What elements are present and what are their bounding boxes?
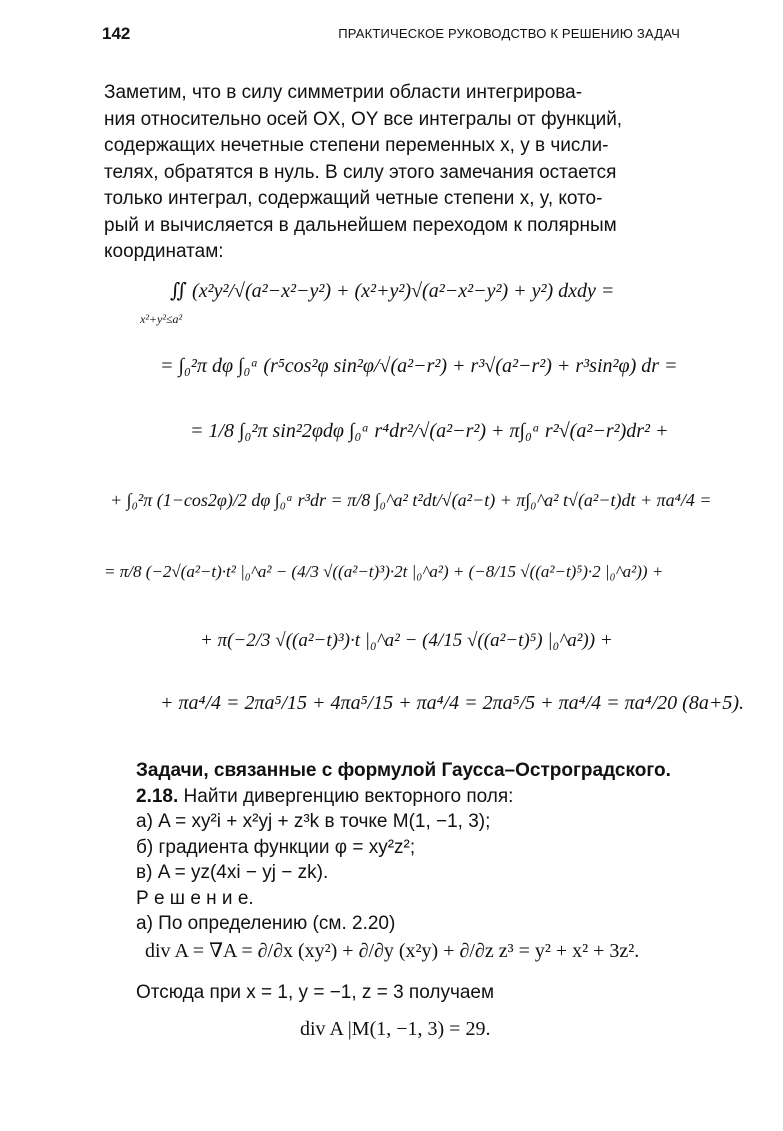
conclusion-text: Отсюда при x = 1, y = −1, z = 3 получаем: [136, 982, 495, 1003]
formula-line-4-text: + ∫₀²π (1−cos2φ)/2 dφ ∫₀ᵃ r³dr = π/8 ∫₀^a² t²dt/√(a²−t) + π∫₀^a² t√(a²−t)dt + πa⁴/4 =: [110, 490, 712, 510]
intro-line-2: ния относительно осей OX, OY все интегралы от функций,: [104, 108, 623, 130]
formula-line-1-region: [140, 312, 182, 327]
intro-paragraph: [104, 80, 680, 266]
problem-statement: [136, 784, 684, 810]
problem-number: 2.18.: [136, 785, 179, 807]
section-title: Задачи, связанные с формулой Гаусса–Остроградского.: [136, 760, 671, 781]
formula-line-5: [104, 562, 663, 582]
formula-line-4: [110, 490, 712, 511]
intro-line-1: Заметим, что в силу симметрии области интегрирова-: [104, 82, 583, 103]
intro-line-4: телях, обратятся в нуль. В силу этого замечания остается: [104, 161, 617, 183]
intro-line-6: рый и вычисляется в дальнейшем переходом к полярным: [104, 214, 617, 236]
formula-line-6-text: + π(−2/3 √((a²−t)³)·t |₀^a² − (4/15 √((a²−t)⁵) |₀^a²)) +: [200, 630, 613, 651]
integration-region: x²+y²≤a²: [140, 312, 183, 326]
divergence-formula-text: div A = ∇A = ∂/∂x (xy²) + ∂/∂y (x²y) + ∂/∂z z³ = y² + x² + 3z².: [145, 940, 640, 962]
formula-line-7-text: + πa⁴/4 = 2πa⁵/15 + 4πa⁵/15 + πa⁴/4 = 2πa⁵/5 + πa⁴/4 = πa⁴/20 (8a+5).: [160, 692, 744, 714]
gauss-ostrogradsky-section: [136, 758, 684, 937]
divergence-formula: [145, 938, 639, 963]
formula-line-2-text: = ∫₀²π dφ ∫₀ᵃ (r⁵cos²φ sin²φ/√(a²−r²) + r³√(a²−r²) + r³sin²φ) dr =: [160, 355, 678, 377]
formula-line-7: [160, 692, 744, 715]
page-number: 142: [102, 24, 131, 43]
solution-a-intro: а) По определению (см. 2.20): [136, 913, 396, 934]
formula-line-6: [200, 630, 613, 652]
intro-line-7: координатам:: [104, 241, 224, 262]
divergence-result-text: div A |M(1, −1, 3) = 29.: [300, 1018, 491, 1040]
intro-line-5: только интеграл, содержащий четные степени x, y, кото-: [104, 188, 603, 209]
formula-line-5-text: = π/8 (−2√(a²−t)·t² |₀^a² − (4/3 √((a²−t)³)·2t |₀^a²) + (−8/15 √((a²−t)⁵)·2 |₀^a²)) +: [104, 562, 664, 581]
problem-text: Найти дивергенцию векторного поля:: [183, 785, 514, 807]
divergence-result: [300, 1018, 490, 1041]
running-title: ПРАКТИЧЕСКОЕ РУКОВОДСТВО К РЕШЕНИЮ ЗАДАЧ: [338, 26, 680, 41]
page-header: [100, 24, 680, 48]
problem-item-b: б) градиента функции φ = xy²z²;: [136, 836, 416, 858]
problem-item-c: в) A = yz(4xi − yj − zk).: [136, 862, 329, 883]
intro-line-3: содержащих нечетные степени переменных x, y в числи-: [104, 135, 609, 156]
solution-label: Р е ш е н и е.: [136, 887, 254, 909]
formula-line-1: [170, 278, 614, 303]
formula-line-3: [190, 420, 669, 443]
formula-line-2: [160, 355, 678, 378]
formula-line-3-text: = 1/8 ∫₀²π sin²2φdφ ∫₀ᵃ r⁴dr²/√(a²−r²) + π∫₀ᵃ r²√(a²−r²)dr² +: [190, 420, 669, 442]
problem-item-a: а) A = xy²i + x²yj + z³k в точке M(1, −1, 3);: [136, 811, 491, 832]
formula-line-1-text: ∬ (x²y²/√(a²−x²−y²) + (x²+y²)√(a²−x²−y²) + y²) dxdy =: [170, 280, 615, 302]
conclusion-line: [136, 980, 684, 1006]
